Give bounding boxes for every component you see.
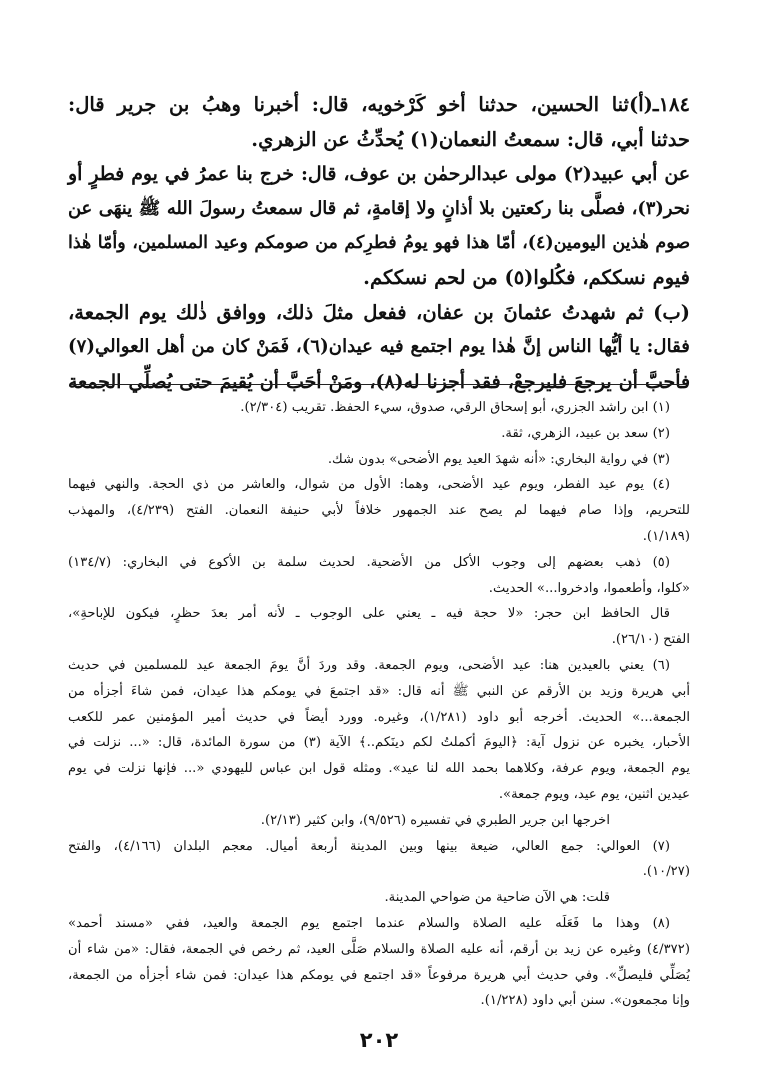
footnote-line: (٨) وهذا ما فَعَلَه عليه الصلاة والسلام عندما اجتمع يوم الجمعة والعيد، ففي «مسند أحمد» bbox=[68, 915, 670, 931]
main-line: فقال: يا أيُّها الناس إنَّ هٰذا يوم اجتمع فيه عيدان(٦)، فَمَنْ كان من أهل العوالي(٧) bbox=[68, 336, 690, 358]
footnote-line: اخرجها ابن جرير الطبري في تفسيره (٩/٥٢٦)، وابن كثير (٢/١٣). bbox=[260, 812, 610, 828]
main-line: صوم هٰذين اليومين(٤)، أمّا هذا فهو يومُ فطرِكم من صومكم وعيد المسلمين، وأمّا هٰذا bbox=[68, 233, 691, 254]
main-line: عن أبي عبيد(٢) مولى عبدالرحمٰن بن عوف، قال: خرج بنا عمرُ في يوم فطرٍ أو bbox=[68, 163, 691, 186]
footnote-line: (١/١٨٩). bbox=[642, 528, 690, 544]
footnote-line: (٤/٣٧٢) وغيره عن زيد بن أرقم، أنه عليه الصلاة والسلام صَلَّى العيد، ثم رخص في الجمعة، فقال: «من شاء أن bbox=[68, 941, 690, 957]
footnote-line: (٣) في رواية البخاري: «أنه شهدَ العيد يوم الأضحى» بدون شك. bbox=[327, 451, 670, 467]
main-text bbox=[68, 88, 690, 399]
main-line: نحر(٣)، فصلَّى بنا ركعتين بلا أذانٍ ولا إقامةٍ، ثم قال سمعتُ رسولَ الله ﷺ ينهَى عن bbox=[68, 197, 690, 219]
footnote-separator bbox=[71, 384, 688, 385]
footnote-line: للتحريم، وإذا صام فيهما لم يصح عند الجمهور خلافاً لأبي حنيفة النعمان. الفتح (٤/٢٣٩)، والمهذب bbox=[68, 503, 690, 519]
main-line: حدثنا أبي، قال: سمعتُ النعمان(١) يُحدِّثُ عن الزهري. bbox=[251, 127, 690, 151]
footnote-line: (١٠/٢٧). bbox=[642, 864, 690, 880]
footnote-line: (١) ابن راشد الجزري، أبو إسحاق الرقي، صدوق، سيء الحفظ. تقريب (٢/٣٠٤). bbox=[240, 400, 670, 415]
footnote-line: (٧) العوالي: جمع العالي، ضيعة بينها وبين المدينة أربعة أميال. معجم البلدان (٤/١٦٦)، والفتح bbox=[68, 838, 670, 854]
footnote-line: الفتح (٢٦/١٠). bbox=[611, 632, 690, 648]
footnote-line: يُصَلِّي فليصلِّ». وفي حديث أبي هريرة مرفوعاً «قد اجتمع في يومكم هذا عيدان: فمن شاء أجزأه من الجمعة، bbox=[68, 967, 690, 983]
footnote-line: قلت: هي الآن ضاحية من ضواحي المدينة. bbox=[384, 890, 610, 906]
footnote-line: (٢) سعد بن عبيد، الزهري، ثقة. bbox=[501, 425, 670, 441]
main-line: ١٨٤ـ(أ)ثنا الحسين، حدثنا أخو كَرْخويه، قال: أخبرنا وهبُ بن جرير قال: bbox=[68, 93, 690, 116]
main-line: فيوم نسككم، فكُلوا(٥) من لحم نسككم. bbox=[363, 265, 690, 289]
footnote-line: «كلوا، وأطعموا، وادخروا...» الحديث. bbox=[488, 580, 690, 596]
footnote-line: عيدين اثنين، يوم عيد، ويوم جمعة». bbox=[498, 786, 690, 802]
footnote-line: الجمعة...» الحديث. أخرجه أبو داود (١/٢٨١)، وغيره. وورد أيضاً في حديث أمير المؤمنين عمر للكعب bbox=[68, 709, 690, 725]
main-line: (ب) ثم شهدتُ عثمانَ بن عفان، ففعل مثلَ ذلك، ووافق ذٰلك يوم الجمعة، bbox=[68, 300, 690, 324]
footnote-line: قال الحافظ ابن حجر: «لا حجة فيه ـ يعني على الوجوب ـ لأنه أمر بعدَ حظرٍ، فيكون للإباحةِ»، bbox=[68, 606, 670, 622]
footnote-line: أبي هريرة وزيد بن الأرقم عن النبي ﷺ أنه قال: «قد اجتمعَ في يومكم هذا عيدان، فمن شاءَ أجزأه من bbox=[68, 683, 690, 699]
page-number: ٢٠٢ bbox=[359, 1028, 399, 1052]
footnote-line: الأحبار، يخبره عن نزول آية: ﴿اليومَ أكملتُ لكم دينَكم..﴾ الآية (٣) من سورة المائدة، قال: «... نزلت في bbox=[68, 735, 690, 751]
footnote-line: (٦) يعني بالعيدين هنا: عيد الأضحى، ويوم الجمعة. وقد وردَ أنَّ يومَ الجمعة عيد للمسلمين في حديث bbox=[68, 657, 670, 673]
footnotes bbox=[68, 395, 690, 1014]
main-line: فأحبَّ أن يرجعَ فليرجعْ، فقد أجزنا له(٨)، ومَنْ أحَبَّ أن يُقيمَ حتى يُصلِّي الجمعة bbox=[68, 370, 690, 393]
footnote-line: (٥) ذهب بعضهم إلى وجوب الأكل من الأضحية. لحديث سلمة بن الأكوع في البخاري: (١٣٤/٧) bbox=[68, 554, 670, 570]
footnote-line: يوم الجمعة، ويوم عرفة، وكلاهما بحمد الله لنا عيد». ومثله قول ابن عباس لليهودي «... فإنها نزلت في يوم bbox=[68, 761, 690, 777]
footnote-line: (٤) يوم عيد الفطر، ويوم عيد الأضحى، وهما: الأول من شوال، والعاشر من ذي الحجة. والنهي فيهما bbox=[68, 477, 670, 493]
footnote-line: وإنا مجمعون». سنن أبي داود (١/٢٢٨). bbox=[480, 993, 690, 1009]
